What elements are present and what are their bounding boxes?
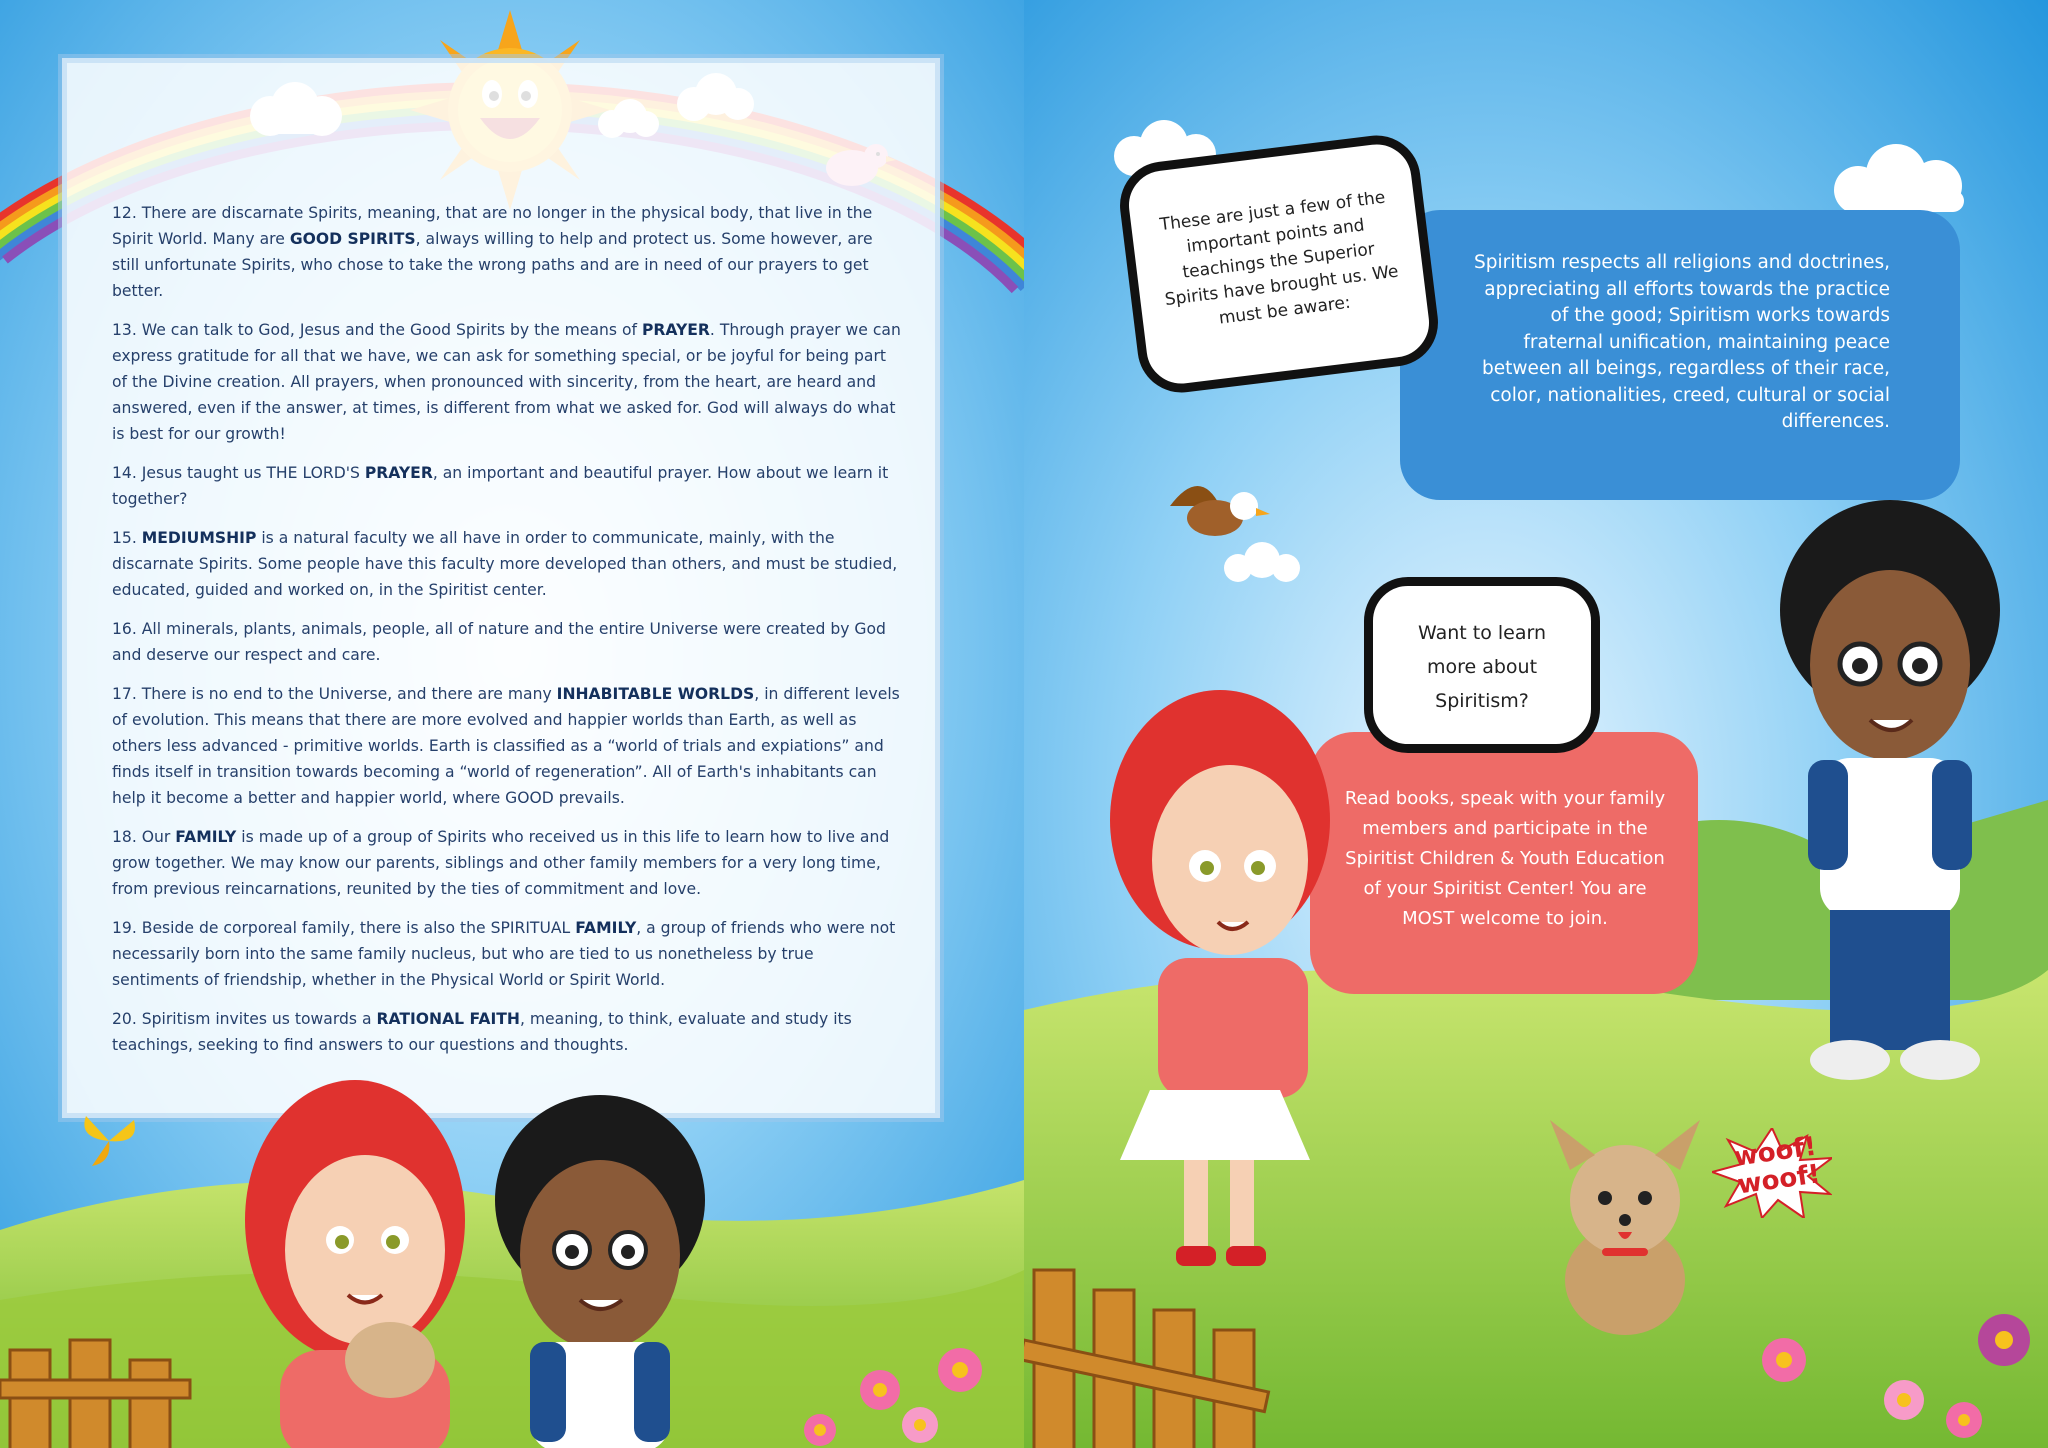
girl-illustration xyxy=(1080,690,1350,1290)
teaching-12-text: 12. There are discarnate Spirits, meaning, that are no longer in the physical body, that live in the Spirit World. Many are GOOD SPIRITS, always willing to help and protect us. Some however, are still unfortunate Spirits, who chose to take the wrong paths and are in need of our prayers to get better. xyxy=(112,204,873,300)
teaching-17 xyxy=(112,681,902,811)
bird-icon xyxy=(1160,466,1270,556)
butterfly-icon xyxy=(78,1110,140,1172)
join-text: Read books, speak with your family members and participate in the Spiritist Children & Youth Education of your Spiritist Center! You are MOST welcome to join. xyxy=(1344,788,1666,929)
teaching-12 xyxy=(112,200,902,304)
teachings-list xyxy=(112,200,902,1071)
teaching-18-text: 18. Our FAMILY is made up of a group of Spirits who received us in this life to learn how to live and grow together. We may know our parents, siblings and other family members for a very long time, from previous reincarnations, reunited by the ties of commitment and love. xyxy=(112,828,890,898)
woof-text: woof! woof! xyxy=(1731,1131,1823,1201)
teaching-19-text: 19. Beside de corporeal family, there is also the SPIRITUAL FAMILY, a group of friends who were not necessarily born into the same family nucleus, but who are tied to us nonetheless by true sentiments of friendship, whether in the Physical World or Spirit World. xyxy=(112,919,896,989)
intro-text: These are just a few of the important points and teachings the Superior Spirits have brought us. We must be aware: xyxy=(1158,187,1400,329)
respect-text: Spiritism respects all religions and doctrines, appreciating all efforts towards the practice of the good; Spiritism works towards fraternal unification, maintaining peace between all beings, regardless of their race, color, nationalities, creed, cultural or social differences. xyxy=(1474,252,1890,432)
right-fence-and-flowers xyxy=(1024,1250,2048,1448)
intro-speech-bubble xyxy=(1115,130,1443,397)
teaching-17-text: 17. There is no end to the Universe, and there are many INHABITABLE WORLDS, in different levels of evolution. This means that there are more evolved and happier worlds than Earth, as well as others less advanced - primitive worlds. Earth is classified as a “world of trials and expiations” and finds itself in transition towards becoming a “world of regeneration”. All of Earth's inhabitants can help it become a better and happier world, where GOOD prevails. xyxy=(112,685,900,807)
teaching-13-text: 13. We can talk to God, Jesus and the Good Spirits by the means of PRAYER. Through prayer we can express gratitude for all that we have, we can ask for something special, or be joyful for being part of the Divine creation. All prayers, when pronounced with sincerity, from the heart, are heard and answered, even if the answer, at times, is different from what we asked for. God will always do what is best for our growth! xyxy=(112,321,901,443)
fence-and-flowers xyxy=(0,1330,1024,1448)
question-text: Want to learn more about Spiritism? xyxy=(1418,622,1546,712)
teaching-15-text: 15. MEDIUMSHIP is a natural faculty we all have in order to communicate, mainly, with the discarnate Spirits. Some people have this faculty more developed than others, and must be studied, educated, guided and worked on, in the Spiritist center. xyxy=(112,529,898,599)
cloud-icon xyxy=(1824,140,1984,220)
teaching-19 xyxy=(112,915,902,993)
question-speech-bubble xyxy=(1364,577,1600,753)
teaching-18 xyxy=(112,824,902,902)
teaching-13 xyxy=(112,317,902,447)
teaching-14-text: 14. Jesus taught us THE LORD'S PRAYER, an important and beautiful prayer. How about we learn it together? xyxy=(112,464,889,508)
teaching-14 xyxy=(112,460,902,512)
teaching-16-text: 16. All minerals, plants, animals, people, all of nature and the entire Universe were created by God and deserve our respect and care. xyxy=(112,620,886,664)
teaching-16 xyxy=(112,616,902,668)
teaching-20 xyxy=(112,1006,902,1058)
teaching-15 xyxy=(112,525,902,603)
teaching-20-text: 20. Spiritism invites us towards a RATIONAL FAITH, meaning, to think, evaluate and study its teachings, seeking to find answers to our questions and thoughts. xyxy=(112,1010,852,1054)
boy-illustration xyxy=(1740,500,2040,1100)
